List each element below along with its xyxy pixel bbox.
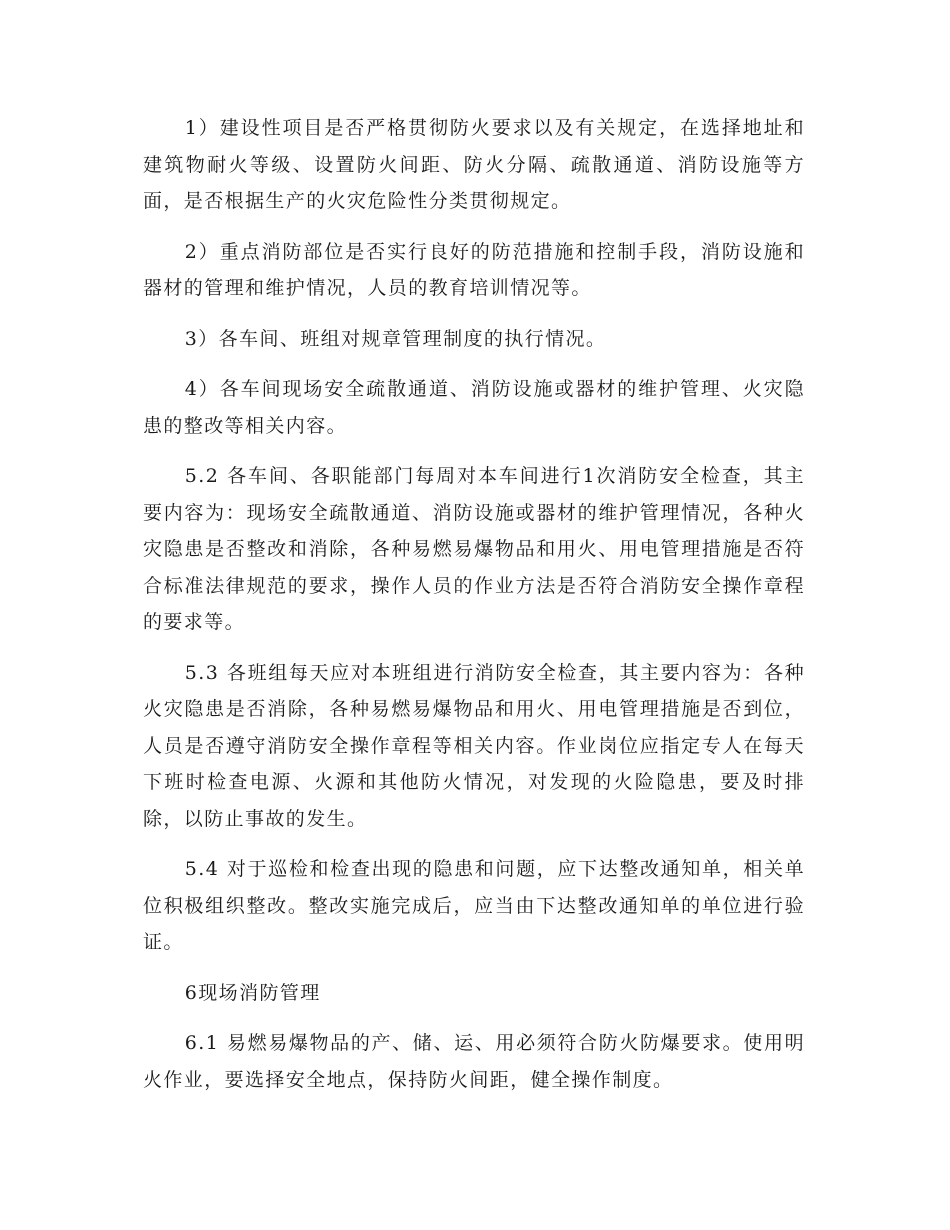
paragraph-section-5-4: 5.4 对于巡检和检查出现的隐患和问题，应下达整改通知单，相关单位积极组织整改。整改实施完成后，应当由下达整改通知单的单位进行验证。 xyxy=(143,858,805,953)
paragraph-section-5-3: 5.3 各班组每天应对本班组进行消防安全检查，其主要内容为：各种火灾隐患是否消除，各种易燃易爆物品和用火、用电管理措施是否到位，人员是否遵守消防安全操作章程等相关内容。作业岗位应指定专人在每天下班时检查电源、火源和其他防火情况，对发现的火险隐患，要及时排除，以防止事故的发生。 xyxy=(143,661,805,830)
section-heading-6: 6现场消防管理 xyxy=(184,981,321,1004)
paragraph-section-6-1: 6.1 易燃易爆物品的产、储、运、用必须符合防火防爆要求。使用明火作业，要选择安全地点，保持防火间距，健全操作制度。 xyxy=(143,1032,805,1091)
paragraph-section-5-2: 5.2 各车间、各职能部门每周对本车间进行1次消防安全检查，其主要内容为：现场安全疏散通道、消防设施或器材的维护管理情况，各种火灾隐患是否整改和消除，各种易燃易爆物品和用火、用电管理措施是否符合标准法律规范的要求，操作人员的作业方法是否符合消防安全操作章程的要求等。 xyxy=(143,465,805,633)
paragraph-building-projects: 1）建设性项目是否严格贯彻防火要求以及有关规定，在选择地址和建筑物耐火等级、设置防火间距、防火分隔、疏散通道、消防设施等方面，是否根据生产的火灾危险性分类贯彻规定。 xyxy=(143,117,805,212)
document-body xyxy=(143,110,805,1112)
paragraph-evacuation-maintenance: 4）各车间现场安全疏散通道、消防设施或器材的维护管理、火灾隐患的整改等相关内容。 xyxy=(143,378,805,437)
paragraph-rules-execution: 3）各车间、班组对规章管理制度的执行情况。 xyxy=(184,327,607,350)
paragraph-key-fire-areas: 2）重点消防部位是否实行良好的防范措施和控制手段，消防设施和器材的管理和维护情况，人员的教育培训情况等。 xyxy=(143,240,805,299)
